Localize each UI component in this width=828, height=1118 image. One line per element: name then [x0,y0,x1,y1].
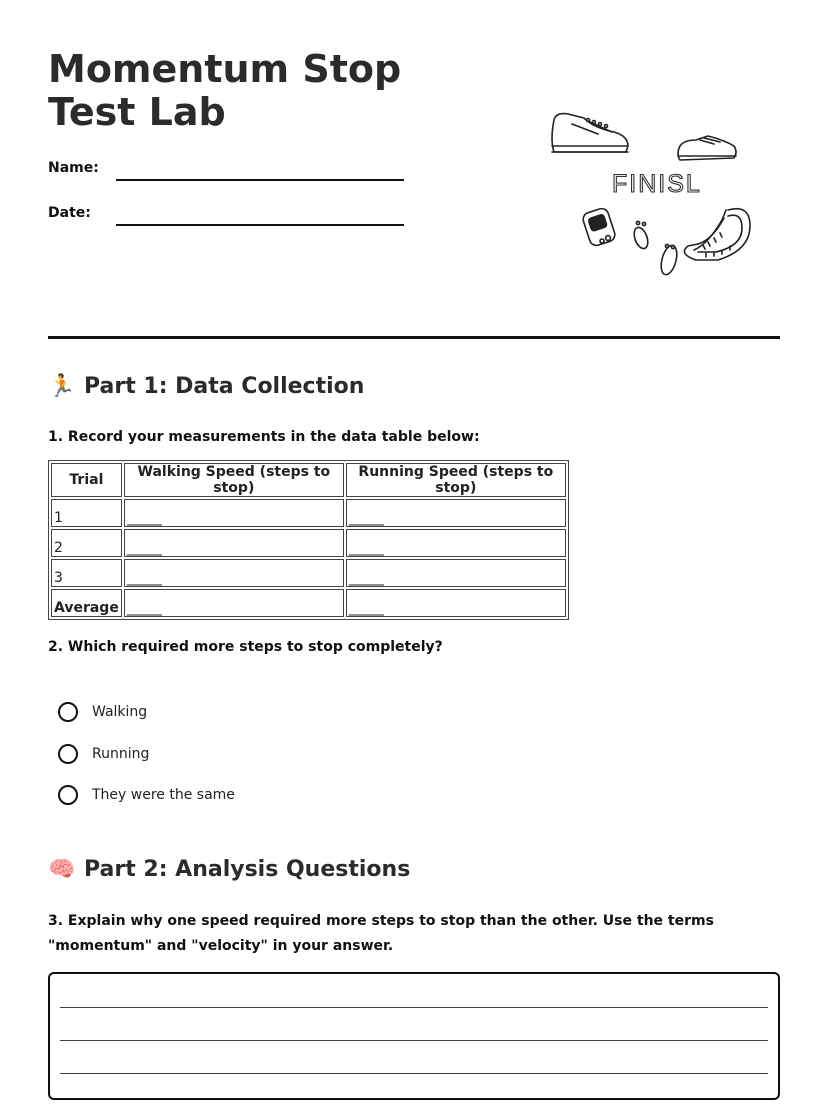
name-input-line[interactable] [116,179,404,181]
measuring-tape-icon [684,209,750,260]
walking-cell[interactable]: _____ [124,559,344,587]
running-cell[interactable]: _____ [346,529,566,557]
walking-cell[interactable]: _____ [124,589,344,617]
part1-title-text: Part 1: Data Collection [84,374,365,399]
table-row [51,529,566,557]
option-running[interactable] [58,744,149,764]
hero-illustration [528,100,758,290]
table-row [51,499,566,527]
sneaker-icon [552,114,628,152]
data-table [48,460,569,620]
walking-cell[interactable]: _____ [124,529,344,557]
name-field [48,160,99,176]
answer-box[interactable] [48,972,780,1100]
option-same[interactable] [58,785,235,805]
sneaker-icon-small [678,136,736,160]
column-header-walking: Walking Speed (steps to stop) [124,463,344,497]
part1-title [48,374,364,399]
option-label: Walking [92,704,148,720]
radio-button[interactable] [58,744,78,764]
option-label: Running [92,746,150,762]
page-title: Momentum Stop Test Lab [48,47,402,134]
footprints-icon [632,221,680,276]
column-header-running: Running Speed (steps to stop) [346,463,566,497]
date-input-line[interactable] [116,224,404,226]
answer-line [60,1007,768,1008]
table-row [51,559,566,587]
walking-cell[interactable]: _____ [124,499,344,527]
brain-icon: 🧠 [48,857,76,882]
trial-cell: 3 [51,559,122,587]
stopwatch-icon [581,207,616,247]
part2-title-text: Part 2: Analysis Questions [84,857,411,882]
radio-button[interactable] [58,785,78,805]
option-walking[interactable] [58,702,147,722]
section-divider [48,336,780,339]
option-label: They were the same [92,787,235,803]
radio-button[interactable] [58,702,78,722]
date-label: Date: [48,205,91,221]
answer-line [60,1073,768,1074]
part2-title [48,857,410,882]
table-header-row [51,463,566,497]
runner-icon: 🏃 [48,374,76,399]
question-3: 3. Explain why one speed required more steps to stop than the other. Use the terms "momentum" and "velocity" in your answer. [48,913,714,954]
running-cell[interactable]: _____ [346,589,566,617]
question-1: 1. Record your measurements in the data table below: [48,429,480,445]
date-field [48,205,91,221]
hero-text: FINISL [612,170,702,198]
trial-cell-average: Average [51,589,122,617]
question-2: 2. Which required more steps to stop completely? [48,639,443,655]
running-cell[interactable]: _____ [346,499,566,527]
table-row [51,589,566,617]
column-header-trial: Trial [51,463,122,497]
name-label: Name: [48,160,99,176]
running-cell[interactable]: _____ [346,559,566,587]
answer-line [60,1040,768,1041]
trial-cell: 1 [51,499,122,527]
trial-cell: 2 [51,529,122,557]
